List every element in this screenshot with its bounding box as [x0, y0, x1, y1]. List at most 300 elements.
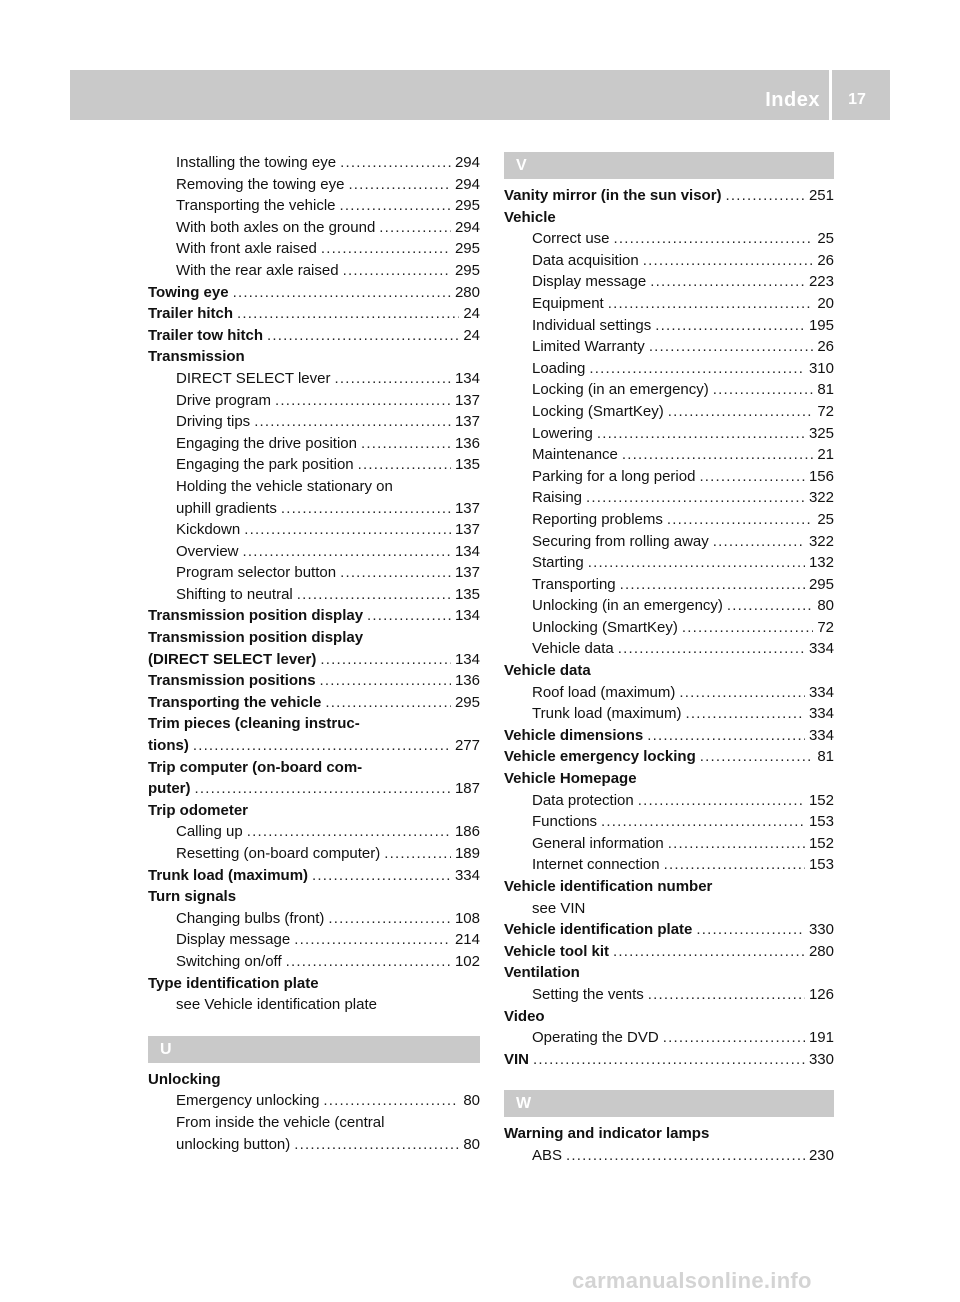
entry-label: Reporting problems: [532, 510, 663, 528]
dot-leader: [638, 790, 805, 812]
entry-label: Setting the vents: [532, 985, 644, 1003]
page-reference[interactable]: 80: [463, 1135, 480, 1153]
index-subentry[interactable]: [504, 1027, 834, 1049]
page-reference[interactable]: 322: [808, 489, 834, 507]
entry-label: Engaging the drive position: [176, 434, 357, 452]
index-subentry[interactable]: [504, 401, 834, 423]
entry-label: Trip odometer: [148, 801, 249, 819]
index-heading: [504, 876, 834, 898]
page-reference[interactable]: 277: [454, 737, 480, 755]
page-reference[interactable]: 25: [817, 230, 834, 248]
entry-label: Operating the DVD: [532, 1029, 659, 1047]
entry-label: Trunk load (maximum): [148, 866, 309, 884]
page-reference[interactable]: 20: [817, 294, 834, 312]
dot-leader: [275, 390, 451, 412]
page-reference[interactable]: 334: [808, 683, 834, 701]
page-reference[interactable]: 334: [808, 705, 834, 723]
entry-label: Program selector button: [176, 564, 337, 582]
page-reference[interactable]: 26: [817, 251, 834, 269]
index-subentry: [148, 994, 480, 1016]
entry-label: Maintenance: [532, 446, 618, 464]
entry-label: Parking for a long period: [532, 467, 696, 485]
entry-label: With front axle raised: [176, 240, 317, 258]
index-subentry[interactable]: [148, 498, 480, 520]
index-subentry[interactable]: [148, 821, 480, 843]
section-gap: [504, 1070, 834, 1090]
entry-label: Data acquisition: [532, 251, 639, 269]
page-reference[interactable]: 295: [454, 261, 480, 279]
dot-leader: [340, 562, 451, 584]
index-heading: [504, 768, 834, 790]
entry-label: Individual settings: [532, 316, 652, 334]
page-reference[interactable]: 334: [454, 866, 480, 884]
dot-leader: [233, 282, 451, 304]
page-reference[interactable]: 80: [817, 597, 834, 615]
entry-label: Warning and indicator lamps: [504, 1125, 710, 1143]
dot-leader: [588, 552, 805, 574]
index-entry[interactable]: [504, 941, 834, 963]
entry-label: Vanity mirror (in the sun visor): [504, 187, 722, 204]
index-subentry[interactable]: [148, 238, 480, 260]
page-reference[interactable]: 295: [454, 693, 480, 711]
page-reference[interactable]: 153: [808, 813, 834, 831]
index-entry[interactable]: [148, 325, 480, 347]
dot-leader: [325, 692, 451, 714]
index-subentry[interactable]: [148, 217, 480, 239]
index-entry[interactable]: [504, 185, 834, 207]
entry-label: DIRECT SELECT lever: [176, 369, 331, 387]
index-entry[interactable]: [148, 670, 480, 692]
dot-leader: [597, 423, 805, 445]
entry-label: Engaging the park position: [176, 456, 354, 474]
entry-label: With both axles on the ground: [176, 218, 376, 236]
entry-label: Limited Warranty: [532, 338, 645, 356]
index-heading: [504, 1123, 834, 1145]
entry-label: puter): [148, 780, 191, 798]
section-gap: [148, 1016, 480, 1036]
index-subentry[interactable]: [504, 984, 834, 1006]
index-subentry[interactable]: [148, 843, 480, 865]
dot-leader: [622, 444, 813, 466]
index-entry[interactable]: [148, 692, 480, 714]
page-header: [70, 70, 890, 120]
index-subentry[interactable]: [504, 595, 834, 617]
index-subentry[interactable]: [504, 336, 834, 358]
section-title: Index: [765, 89, 820, 111]
dot-leader: [643, 250, 814, 272]
index-heading: [504, 1006, 834, 1028]
entry-label: Vehicle dimensions: [504, 726, 644, 744]
index-subentry[interactable]: [504, 358, 834, 380]
entry-label: Transporting: [532, 575, 616, 593]
entry-label: Turn signals: [148, 888, 237, 906]
page-reference[interactable]: 137: [454, 564, 480, 582]
page-reference[interactable]: 295: [454, 240, 480, 258]
entry-label: Towing eye: [148, 283, 229, 301]
index-heading: [148, 627, 480, 649]
index-subentry[interactable]: [148, 541, 480, 563]
dot-leader: [348, 174, 451, 196]
dot-leader: [379, 217, 451, 239]
entry-label: Data protection: [532, 791, 634, 809]
entry-label: Loading: [532, 359, 586, 377]
index-heading: [148, 1069, 480, 1091]
page-reference[interactable]: 156: [808, 467, 834, 485]
dot-leader: [668, 401, 814, 423]
page-reference[interactable]: 134: [454, 542, 480, 560]
entry-label: Emergency unlocking: [176, 1092, 320, 1110]
page-reference[interactable]: 81: [817, 748, 834, 766]
index-entry[interactable]: [148, 282, 480, 304]
page-reference[interactable]: 102: [454, 952, 480, 970]
entry-label: tions): [148, 737, 189, 755]
entry-label: Trim pieces (cleaning instruc-: [148, 715, 360, 733]
index-subentry[interactable]: [504, 228, 834, 250]
index-subentry[interactable]: [148, 195, 480, 217]
index-subentry[interactable]: [148, 562, 480, 584]
entry-label: Vehicle emergency locking: [504, 748, 696, 766]
index-subentry[interactable]: [504, 444, 834, 466]
dot-leader: [328, 908, 451, 930]
page-reference[interactable]: 280: [808, 942, 834, 960]
index-heading: [148, 800, 480, 822]
index-entry[interactable]: [148, 649, 480, 671]
dot-leader: [614, 228, 814, 250]
entry-label: Vehicle identification plate: [504, 921, 693, 939]
page-reference[interactable]: 334: [808, 640, 834, 658]
dot-leader: [340, 152, 451, 174]
page-reference[interactable]: 251: [808, 187, 834, 204]
entry-label: Lowering: [532, 424, 593, 442]
entry-label: Trailer tow hitch: [148, 326, 264, 344]
entry-label: From inside the vehicle (central: [176, 1113, 385, 1131]
page-reference[interactable]: 153: [808, 856, 834, 874]
entry-label: Driving tips: [176, 413, 251, 431]
dot-leader: [650, 271, 805, 293]
dot-leader: [566, 1145, 805, 1167]
dot-leader: [340, 195, 451, 217]
page-reference[interactable]: 187: [454, 780, 480, 798]
index-subentry[interactable]: [504, 552, 834, 574]
page-reference[interactable]: 334: [808, 726, 834, 744]
dot-leader: [267, 325, 459, 347]
page-reference[interactable]: 81: [817, 381, 834, 399]
page-reference[interactable]: 26: [817, 338, 834, 356]
page-reference[interactable]: 134: [454, 607, 480, 625]
entry-label: Correct use: [532, 230, 610, 248]
page-reference[interactable]: 137: [454, 413, 480, 431]
page-reference[interactable]: 135: [454, 456, 480, 474]
entry-label: Resetting (on-board computer): [176, 845, 381, 862]
page-reference[interactable]: 80: [463, 1092, 480, 1110]
index-subentry[interactable]: [148, 411, 480, 433]
page-reference[interactable]: 136: [454, 434, 480, 452]
page-reference[interactable]: 223: [808, 273, 834, 291]
page-reference[interactable]: 152: [808, 834, 834, 852]
entry-label: see VIN: [532, 899, 586, 917]
page-reference[interactable]: 136: [454, 672, 480, 690]
index-entry[interactable]: [504, 725, 834, 747]
dot-leader: [254, 411, 451, 433]
page-reference[interactable]: 135: [454, 585, 480, 603]
entry-label: Roof load (maximum): [532, 683, 676, 701]
page-number: 17: [848, 91, 866, 108]
entry-label: Type identification plate: [148, 974, 319, 992]
dot-leader: [664, 854, 805, 876]
index-subentry[interactable]: [148, 174, 480, 196]
index-subentry[interactable]: [148, 152, 480, 174]
index-subentry[interactable]: [148, 368, 480, 390]
page-reference[interactable]: 137: [454, 521, 480, 539]
index-heading: [148, 757, 480, 779]
dot-leader: [601, 811, 805, 833]
index-subentry[interactable]: [504, 271, 834, 293]
index-subentry[interactable]: [148, 929, 480, 951]
index-subentry[interactable]: [504, 315, 834, 337]
index-entry[interactable]: [148, 865, 480, 887]
dot-leader: [648, 984, 805, 1006]
page-reference[interactable]: 214: [454, 931, 480, 949]
page-reference[interactable]: 25: [817, 510, 834, 528]
page-reference[interactable]: 108: [454, 909, 480, 927]
page-reference[interactable]: 152: [808, 791, 834, 809]
dot-leader: [668, 833, 805, 855]
entry-label: Vehicle data: [504, 662, 591, 680]
index-heading: [148, 886, 480, 908]
page-reference[interactable]: 126: [808, 985, 834, 1003]
watermark: carmanualsonline.info: [572, 1268, 812, 1293]
entry-label: Vehicle identification number: [504, 878, 713, 895]
page-reference[interactable]: 280: [454, 283, 480, 301]
dot-leader: [243, 541, 451, 563]
entry-label: unlocking button): [176, 1135, 291, 1153]
index-subentry[interactable]: [504, 293, 834, 315]
dot-leader: [667, 509, 813, 531]
index-letter-header: V: [504, 152, 834, 179]
dot-leader: [679, 682, 805, 704]
page-reference[interactable]: 24: [463, 305, 480, 323]
dot-leader: [384, 843, 451, 865]
entry-label: Securing from rolling away: [532, 532, 709, 550]
index-heading: [148, 713, 480, 735]
dot-leader: [713, 379, 814, 401]
dot-leader: [618, 638, 805, 660]
entry-label: Equipment: [532, 294, 604, 312]
page-reference[interactable]: 189: [454, 845, 480, 862]
dot-leader: [608, 293, 814, 315]
dot-leader: [533, 1049, 805, 1071]
dot-leader: [247, 821, 451, 843]
dot-leader: [195, 778, 451, 800]
page-reference[interactable]: 294: [454, 154, 480, 171]
page-reference[interactable]: 195: [808, 316, 834, 334]
page-reference[interactable]: 186: [454, 823, 480, 841]
index-entry[interactable]: [148, 605, 480, 627]
entry-label: Ventilation: [504, 964, 580, 982]
dot-leader: [244, 519, 451, 541]
dot-leader: [320, 649, 451, 671]
dot-leader: [700, 746, 814, 768]
entry-label: Vehicle: [504, 208, 556, 226]
entry-label: (DIRECT SELECT lever): [148, 650, 317, 668]
entry-label: Switching on/off: [176, 952, 282, 970]
index-column-left: [148, 152, 480, 1155]
page-reference[interactable]: 134: [454, 369, 480, 387]
entry-label: Installing the towing eye: [176, 154, 337, 171]
entry-label: Vehicle data: [532, 640, 614, 658]
entry-label: Internet connection: [532, 856, 660, 874]
entry-label: With the rear axle raised: [176, 261, 339, 279]
index-subentry[interactable]: [148, 519, 480, 541]
dot-leader: [323, 1090, 459, 1112]
index-subentry[interactable]: [504, 790, 834, 812]
entry-label: Display message: [532, 273, 647, 291]
entry-label: Vehicle Homepage: [504, 770, 637, 788]
index-heading: [148, 973, 480, 995]
dot-leader: [294, 1134, 459, 1156]
dot-leader: [613, 941, 805, 963]
dot-leader: [649, 336, 814, 358]
index-heading: [148, 346, 480, 368]
index-subentry[interactable]: [148, 433, 480, 455]
index-entry[interactable]: [504, 919, 834, 941]
index-subentry[interactable]: [148, 908, 480, 930]
dot-leader: [367, 605, 451, 627]
index-subentry[interactable]: [148, 1134, 480, 1156]
entry-label: Unlocking: [148, 1070, 221, 1088]
entry-label: Display message: [176, 931, 291, 949]
entry-label: Trunk load (maximum): [532, 705, 682, 723]
index-subentry[interactable]: [504, 423, 834, 445]
entry-label: Starting: [532, 554, 584, 572]
entry-label: see Vehicle identification plate: [176, 996, 377, 1014]
entry-label: Changing bulbs (front): [176, 909, 325, 927]
entry-label: VIN: [504, 1050, 530, 1068]
index-subentry[interactable]: [504, 466, 834, 488]
index-subentry[interactable]: [504, 531, 834, 553]
index-entry[interactable]: [148, 778, 480, 800]
index-entry[interactable]: [148, 735, 480, 757]
dot-leader: [589, 358, 805, 380]
dot-leader: [321, 238, 451, 260]
dot-leader: [682, 617, 813, 639]
page-reference[interactable]: 191: [808, 1029, 834, 1047]
page-reference[interactable]: 294: [454, 218, 480, 236]
index-subentry[interactable]: [148, 260, 480, 282]
dot-leader: [699, 466, 805, 488]
page-reference[interactable]: 137: [454, 391, 480, 409]
index-subentry[interactable]: [148, 390, 480, 412]
entry-label: Calling up: [176, 823, 243, 841]
dot-leader: [335, 368, 451, 390]
page-reference[interactable]: 230: [808, 1146, 834, 1164]
dot-leader: [358, 454, 451, 476]
index-subentry: [148, 1112, 480, 1134]
dot-leader: [297, 584, 451, 606]
entry-label: ABS: [532, 1146, 563, 1164]
entry-label: Shifting to neutral: [176, 585, 293, 603]
index-subentry[interactable]: [504, 703, 834, 725]
page-reference[interactable]: 24: [463, 326, 480, 344]
page-reference[interactable]: 21: [817, 446, 834, 464]
dot-leader: [294, 929, 451, 951]
entry-label: uphill gradients: [176, 499, 277, 517]
entry-label: Transporting the vehicle: [176, 197, 336, 215]
entry-label: Transmission: [148, 348, 245, 366]
dot-leader: [726, 185, 805, 207]
index-entry[interactable]: [504, 746, 834, 768]
page-reference[interactable]: 134: [454, 650, 480, 668]
index-subentry[interactable]: [148, 1090, 480, 1112]
index-subentry[interactable]: [504, 811, 834, 833]
entry-label: Transmission position display: [148, 607, 364, 625]
index-subentry[interactable]: [504, 854, 834, 876]
page-reference[interactable]: 330: [808, 1050, 834, 1068]
entry-label: Transporting the vehicle: [148, 693, 322, 711]
entry-label: Vehicle tool kit: [504, 942, 610, 960]
index-entry[interactable]: [148, 303, 480, 325]
entry-label: Locking (SmartKey): [532, 402, 664, 420]
index-subentry[interactable]: [504, 250, 834, 272]
index-subentry[interactable]: [504, 509, 834, 531]
page-reference[interactable]: 295: [808, 575, 834, 593]
page-reference[interactable]: 137: [454, 499, 480, 517]
dot-leader: [237, 303, 459, 325]
page-reference[interactable]: 322: [808, 532, 834, 550]
index-subentry[interactable]: [504, 617, 834, 639]
index-subentry[interactable]: [504, 638, 834, 660]
page-reference[interactable]: 294: [454, 175, 480, 193]
index-subentry[interactable]: [504, 379, 834, 401]
dot-leader: [361, 433, 451, 455]
page-reference[interactable]: 325: [808, 424, 834, 442]
entry-label: Drive program: [176, 391, 272, 409]
dot-leader: [312, 865, 451, 887]
entry-label: Trailer hitch: [148, 305, 234, 323]
index-subentry[interactable]: [504, 682, 834, 704]
index-column-right: [504, 152, 834, 1167]
page-reference[interactable]: 330: [808, 921, 834, 939]
dot-leader: [713, 531, 805, 553]
entry-label: Holding the vehicle stationary on: [176, 477, 393, 495]
index-heading: [504, 962, 834, 984]
page-reference[interactable]: 132: [808, 554, 834, 572]
index-subentry[interactable]: [148, 454, 480, 476]
dot-leader: [727, 595, 813, 617]
entry-label: Video: [504, 1007, 545, 1025]
dot-leader: [286, 951, 451, 973]
dot-leader: [655, 315, 805, 337]
page-reference[interactable]: 72: [817, 402, 834, 420]
index-heading: [504, 660, 834, 682]
index-subentry[interactable]: [504, 1145, 834, 1167]
index-subentry: [504, 898, 834, 920]
index-letter-header: U: [148, 1036, 480, 1063]
index-subentry[interactable]: [504, 487, 834, 509]
page-reference[interactable]: 295: [454, 197, 480, 215]
page-reference[interactable]: 310: [808, 359, 834, 377]
page-reference[interactable]: 72: [817, 618, 834, 636]
index-entry[interactable]: [504, 1049, 834, 1071]
index-subentry[interactable]: [504, 833, 834, 855]
entry-label: Functions: [532, 813, 598, 831]
index-subentry[interactable]: [148, 584, 480, 606]
entry-label: Unlocking (in an emergency): [532, 597, 723, 615]
entry-label: Overview: [176, 542, 239, 560]
index-subentry[interactable]: [148, 951, 480, 973]
index-subentry[interactable]: [504, 574, 834, 596]
entry-label: Transmission position display: [148, 629, 364, 647]
